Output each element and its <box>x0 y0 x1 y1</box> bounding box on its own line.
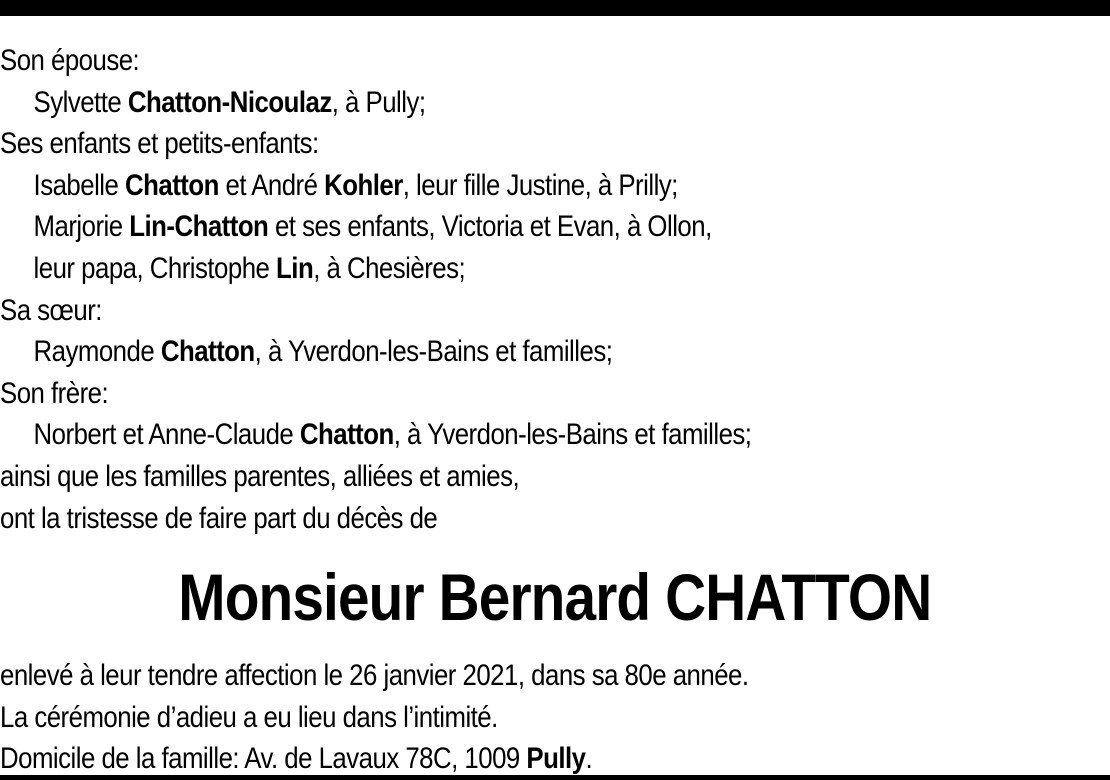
bottom-border-rule <box>0 775 1110 780</box>
closing-line <box>0 655 955 697</box>
closing-line <box>0 697 955 739</box>
family-line <box>0 331 955 373</box>
line-text: et André <box>218 168 325 202</box>
line-text: Domicile de la famille: Av. de Lavaux 78C, 1009 <box>0 742 527 776</box>
line-text: Son épouse: <box>0 44 140 77</box>
family-line <box>0 206 955 248</box>
family-line <box>0 498 955 540</box>
line-text: La cérémonie d’adieu a eu lieu dans l’intimité. <box>0 700 498 734</box>
line-text: , à Yverdon-les-Bains et familles; <box>393 418 752 452</box>
line-text: Isabelle <box>33 168 125 202</box>
line-text: ainsi que les familles parentes, alliées et amies, <box>0 459 520 493</box>
line-text: Norbert et Anne-Claude <box>33 418 300 452</box>
bold-surname: Lin <box>276 251 314 285</box>
line-text: , à Yverdon-les-Bains et familles; <box>254 335 613 369</box>
obituary-notice <box>0 40 1110 780</box>
top-border-rule <box>0 0 1110 16</box>
line-text: , à Pully; <box>331 85 426 119</box>
family-line <box>0 40 955 82</box>
line-text: leur papa, Christophe <box>33 251 277 285</box>
bold-surname: Kohler <box>324 168 403 202</box>
line-text: . <box>585 742 593 776</box>
line-text: ont la tristesse de faire part du décès de <box>0 501 438 535</box>
family-list <box>0 40 1110 539</box>
bold-surname: Chatton <box>299 418 394 452</box>
family-line <box>0 248 955 290</box>
family-line <box>0 414 955 456</box>
line-text: , à Chesières; <box>313 251 466 285</box>
deceased-name: Monsieur Bernard CHATTON <box>178 560 932 635</box>
line-text: enlevé à leur tendre affection le 26 janvier 2021, dans sa 80e année. <box>0 659 749 693</box>
bold-surname: Lin-Chatton <box>129 210 269 244</box>
bold-surname: Chatton-Nicoulaz <box>127 85 332 119</box>
line-text: Ses enfants et petits-enfants: <box>0 127 319 161</box>
family-line <box>0 82 955 124</box>
line-text: Marjorie <box>33 210 130 244</box>
family-line <box>0 123 955 165</box>
family-line <box>0 373 955 415</box>
bold-surname: Chatton <box>124 168 219 202</box>
line-text: Raymonde <box>33 335 161 369</box>
line-text: Sylvette <box>33 85 128 119</box>
line-text: , leur fille Justine, à Prilly; <box>402 168 678 202</box>
family-line <box>0 456 955 498</box>
line-text: et ses enfants, Victoria et Evan, à Ollon, <box>268 210 712 244</box>
bold-surname: Pully <box>526 742 586 776</box>
line-text: Son frère: <box>0 376 109 410</box>
family-line <box>0 165 955 207</box>
deceased-name-line <box>0 539 1110 655</box>
bold-surname: Chatton <box>160 335 255 369</box>
family-line <box>0 290 955 332</box>
line-text: Sa sœur: <box>0 293 102 327</box>
closing-text <box>0 655 1110 780</box>
closing-line <box>0 738 955 780</box>
